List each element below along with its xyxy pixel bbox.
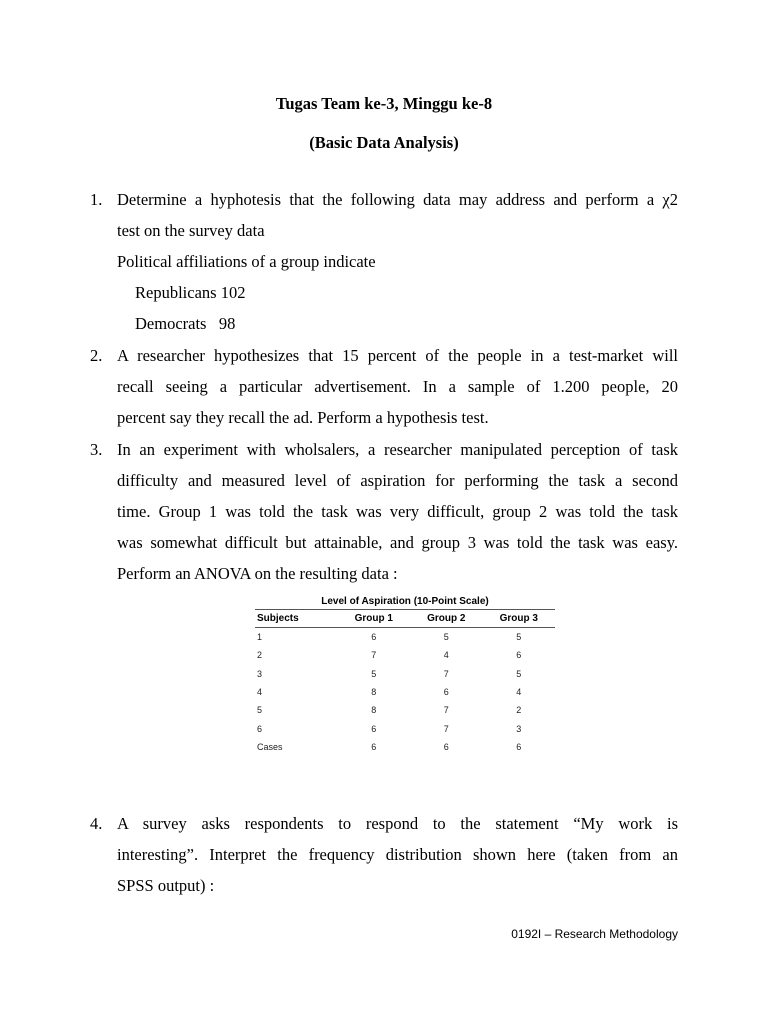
table-row-cases <box>255 738 555 756</box>
table-cell: 2 <box>257 650 263 661</box>
table-cell: 7 <box>443 705 449 716</box>
table-cell: 4 <box>443 650 449 661</box>
question-4-number: 4. <box>90 814 103 833</box>
table-row <box>255 683 555 701</box>
question-3 <box>90 434 678 589</box>
table-cell: 5 <box>371 668 377 679</box>
table-cell: 1 <box>257 632 263 643</box>
table-cell: 6 <box>443 741 449 752</box>
question-4 <box>90 808 678 901</box>
question-2-line-3: percent say they recall the ad. Perform a hypothesis test. <box>117 408 489 427</box>
header-group-2: Group 2 <box>410 610 482 628</box>
table-row <box>255 701 555 719</box>
table-cell: 8 <box>371 705 377 716</box>
table-cell: 6 <box>257 723 263 734</box>
aspiration-data-table <box>255 609 555 756</box>
table-cell: 3 <box>257 668 263 679</box>
table-cell: 5 <box>516 668 522 679</box>
table-cell: 6 <box>371 632 377 643</box>
table-header-row <box>255 610 555 628</box>
republicans-count: Republicans 102 <box>135 283 246 302</box>
question-3-line-4: was somewhat difficult but attainable, and group 3 was told the task was easy. <box>117 533 678 552</box>
question-1-line-2: test on the survey data <box>117 221 265 240</box>
question-2-line-1: A researcher hypothesizes that 15 percent of the people in a test-market will <box>117 346 678 365</box>
table-cell: 6 <box>516 650 522 661</box>
table-row <box>255 628 555 647</box>
table-cell: 3 <box>516 723 522 734</box>
question-4-line-2: interesting”. Interpret the frequency distribution shown here (taken from an <box>117 845 678 864</box>
table-cell: 6 <box>371 723 377 734</box>
page-footer: 0192I – Research Methodology <box>511 927 678 941</box>
header-subjects: Subjects <box>255 610 338 628</box>
table-cell: 5 <box>443 632 449 643</box>
question-1-line-1: Determine a hyphotesis that the following data may address and perform a χ2 <box>117 190 678 209</box>
question-4-line-3: SPSS output) : <box>117 876 215 895</box>
question-2-number: 2. <box>90 346 103 365</box>
table-row <box>255 665 555 683</box>
document-title: Tugas Team ke-3, Minggu ke-8 <box>275 94 493 113</box>
question-1-line-3: Political affiliations of a group indicate <box>117 252 376 271</box>
table-cell: 7 <box>443 723 449 734</box>
header-group-3: Group 3 <box>483 610 556 628</box>
table-cell: 5 <box>516 632 522 643</box>
table-cell: 7 <box>443 668 449 679</box>
question-2-line-2: recall seeing a particular advertisement. In a sample of 1.200 people, 20 <box>117 377 678 396</box>
table-caption: Level of Aspiration (10-Point Scale) <box>321 596 489 607</box>
table-cell: 7 <box>371 650 377 661</box>
question-3-line-2: difficulty and measured level of aspiration for performing the task a second <box>117 471 678 490</box>
aspiration-table <box>255 594 555 756</box>
table-cell: 4 <box>257 687 263 698</box>
question-1-number: 1. <box>90 190 103 209</box>
table-cell: 4 <box>516 687 522 698</box>
table-row <box>255 646 555 664</box>
document-subtitle: (Basic Data Analysis) <box>309 133 459 152</box>
question-4-line-1: A survey asks respondents to respond to the statement “My work is <box>117 814 678 833</box>
question-2 <box>90 340 678 433</box>
question-1 <box>90 184 678 339</box>
question-3-line-3: time. Group 1 was told the task was very difficult, group 2 was told the task <box>117 502 678 521</box>
table-cell: 8 <box>371 687 377 698</box>
table-cell: 6 <box>443 687 449 698</box>
table-cell: 2 <box>516 705 522 716</box>
table-cell: 6 <box>516 741 522 752</box>
header-group-1: Group 1 <box>338 610 410 628</box>
table-cell: 6 <box>371 741 377 752</box>
table-row <box>255 719 555 737</box>
question-3-line-1: In an experiment with wholsalers, a researcher manipulated perception of task <box>117 440 678 459</box>
question-3-line-5: Perform an ANOVA on the resulting data : <box>117 564 398 583</box>
table-cell: Cases <box>257 741 283 752</box>
democrats-count: Democrats 98 <box>135 314 236 333</box>
question-3-number: 3. <box>90 440 103 459</box>
table-cell: 5 <box>257 705 263 716</box>
